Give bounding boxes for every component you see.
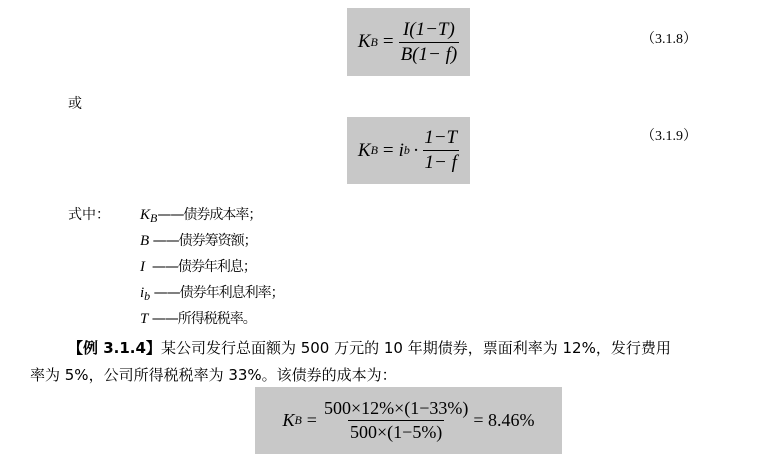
fraction <box>399 19 460 66</box>
cost-rate-symbol: K <box>282 410 295 430</box>
definition-symbol: B <box>140 233 150 249</box>
cost-rate-symbol: K <box>357 31 371 52</box>
cost-rate-subscript: B <box>370 34 378 49</box>
equation-number-3-1-8: （3.1.8） <box>641 32 697 47</box>
equals-sign: = <box>382 139 394 161</box>
definition-row <box>140 308 256 328</box>
equals-sign: = <box>306 410 317 430</box>
definition-text: ——债券年利息利率； <box>150 285 284 301</box>
definition-text: ——债券成本率； <box>157 207 262 223</box>
cost-rate-subscript: B <box>370 143 378 157</box>
fraction-denominator: B(1− f) <box>400 43 458 65</box>
definition-text: ——债券筹资额； <box>149 233 257 249</box>
fraction-numerator: 500×12%×(1−33%) <box>323 398 469 418</box>
fraction-denominator: 1− f <box>424 152 457 173</box>
fraction-denominator: 500×(1−5%) <box>350 422 443 442</box>
formula-3-1-9-box <box>347 117 470 184</box>
equation-number-3-1-9: （3.1.9） <box>641 129 697 144</box>
example-text: 某公司发行总面额为 500 万元的 10 年期债券，票面利率为 12%，发行费用 <box>160 339 671 357</box>
where-label: 式中： <box>68 207 110 223</box>
fraction-numerator: I(1−T) <box>402 18 455 40</box>
connector-or: 或 <box>68 96 82 112</box>
example-line-1 <box>68 337 671 358</box>
definition-symbol: I <box>140 259 145 275</box>
definition-text: ——所得税税率。 <box>148 311 256 327</box>
worked-formula-box <box>255 387 562 454</box>
fraction-numerator: 1−T <box>424 127 458 148</box>
interest-rate-subscript: b <box>403 143 410 157</box>
definition-symbol: T <box>140 311 149 327</box>
definition-row <box>140 230 257 250</box>
fraction <box>422 127 459 174</box>
interest-rate-symbol: i <box>398 139 404 161</box>
cost-rate-symbol: K <box>357 139 371 161</box>
formula-3-1-8-box <box>347 8 470 76</box>
fraction <box>322 398 470 443</box>
definition-symbol: i <box>140 285 145 301</box>
definition-text: ——债券年利息； <box>145 259 256 275</box>
definition-subscript: B <box>150 211 158 225</box>
definition-subscript: b <box>144 289 151 303</box>
multiply-dot: · <box>412 139 420 161</box>
definition-row <box>140 256 256 276</box>
example-label: 【例 3.1.4】 <box>68 339 161 357</box>
cost-rate-subscript: B <box>294 413 302 427</box>
example-line-2: 率为 5%，公司所得税税率为 33%。该债券的成本为： <box>30 366 397 384</box>
equals-sign: = <box>382 31 394 52</box>
definition-row <box>140 282 284 304</box>
definition-row <box>140 204 261 226</box>
definition-symbol: K <box>140 207 151 223</box>
result-value: = 8.46% <box>473 410 535 430</box>
